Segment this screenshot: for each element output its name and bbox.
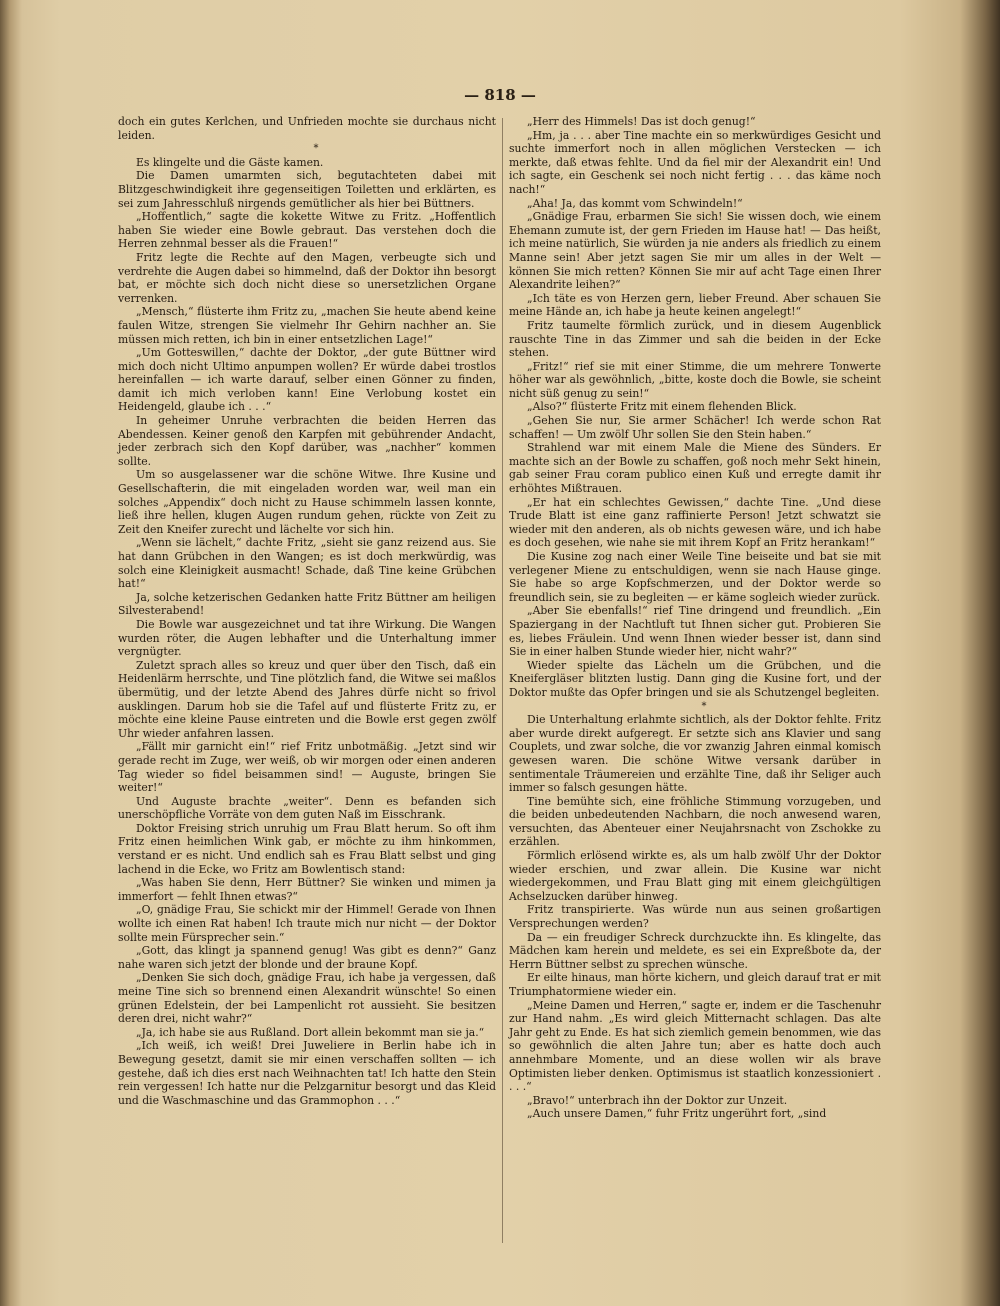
paragraph: „Auch unsere Damen,“ fuhr Fritz ungerührt fort, „sind xyxy=(527,1107,827,1121)
paragraph: „Ja, ich habe sie aus Rußland. Dort allein bekommt man sie ja.“ xyxy=(136,1025,485,1039)
paragraph: Die Unterhaltung erlahmte sichtlich, als der Doktor fehlte. Fritz aber wurde direkt aufgeregt. Er setzte sich ans Klavier und sang Couplets, und zwar solche, die vor zwanzig Jahren einmal komisch gewesen waren. Die schöne Witwe versank darüber in sentimentale Träumereien und erzählte Tine, daß ihr Seliger auch immer so falsch gesungen hätte. xyxy=(509,713,881,795)
paragraph: Förmlich erlösend wirkte es, als um halb zwölf Uhr der Doktor wieder erschien, und zwar allein. Die Kusine war nicht wiedergekommen, und Frau Blatt ging mit einem gleichgültigen Achselzucken darüber hinweg. xyxy=(509,849,881,903)
paragraph: Zuletzt sprach alles so kreuz und quer über den Tisch, daß ein Heidenlärm herrschte, und Tine plötzlich fand, die Witwe sei maßlos übermütig, und der letzte Abend des Jahres dürfe nicht so frivol ausklingen. Darum hob sie die Tafel auf und flüsterte Fritz zu, er möchte eine kleine Pause eintreten und die Bowle erst gegen zwölf Uhr wieder anfahren lassen. xyxy=(118,658,496,740)
paragraph: „Er hat ein schlechtes Gewissen,“ dachte Tine. „Und diese Trude Blatt ist eine ganz raffinierte Person! Jetzt schwatzt sie wieder mit den anderen, als ob nichts gewesen wäre, und ich habe es doch gesehen, wie nahe sie mit ihrem Kopf an Fritz herankam!“ xyxy=(509,495,881,550)
column-divider xyxy=(502,118,503,1243)
paragraph: „Gott, das klingt ja spannend genug! Was gibt es denn?“ Ganz nahe waren sich jetzt der blonde und der braune Kopf. xyxy=(118,944,496,971)
paragraph: Da — ein freudiger Schreck durchzuckte ihn. Es klingelte, das Mädchen kam herein und meldete, es sei ein Expreßbote da, der Herrn Büttner selbst zu sprechen wünsche. xyxy=(509,930,881,971)
paragraph: „Bravo!“ unterbrach ihn der Doktor zur Unzeit. xyxy=(527,1093,788,1107)
paragraph: „Wenn sie lächelt,“ dachte Fritz, „sieht sie ganz reizend aus. Sie hat dann Grübchen in den Wangen; es ist doch merkwürdig, was solch eine Kleinigkeit ausmacht! Schade, daß Tine keine Grübchen hat!“ xyxy=(118,536,496,591)
paragraph: „Mensch,“ flüsterte ihm Fritz zu, „machen Sie heute abend keine faulen Witze, strengen Sie vielmehr Ihr Gehirn nachher an. Sie müssen mich retten, ich bin in einer entsetzlichen Lage!“ xyxy=(118,305,496,346)
paragraph: Tine bemühte sich, eine fröhliche Stimmung vorzugeben, und die beiden unbedeutenden Nachbarn, die noch anwesend waren, versuchten, das Abenteuer einer Neujahrsnacht von Zschokke zu erzählen. xyxy=(509,794,881,849)
paragraph: Fritz transpirierte. Was würde nun aus seinen großartigen Versprechungen werden? xyxy=(509,903,881,931)
right-column xyxy=(509,115,881,1121)
paragraph: „Aber Sie ebenfalls!“ rief Tine dringend und freundlich. „Ein Spaziergang in der Nachtluft tut Ihnen sicher gut. Probieren Sie es, liebes Fräulein. Und wenn Ihnen wieder besser ist, dann sind Sie in einer halben Stunde wieder hier, nicht wahr?“ xyxy=(509,604,881,659)
paragraph: doch ein gutes Kerlchen, und Unfrieden mochte sie durchaus nicht leiden. xyxy=(118,115,496,142)
page-number: — 818 — xyxy=(464,86,536,104)
section-break: * xyxy=(313,143,319,155)
paragraph: Er eilte hinaus, man hörte kichern, und gleich darauf trat er mit Triumphatormiene wieder ein. xyxy=(509,971,881,998)
paragraph: „Hoffentlich,“ sagte die kokette Witwe zu Fritz. „Hoffentlich haben Sie wieder eine Bowle gebraut. Das verstehen doch die Herren zehnmal besser als die Frauen!“ xyxy=(118,210,496,251)
paragraph: In geheimer Unruhe verbrachten die beiden Herren das Abendessen. Keiner genoß den Karpfen mit gebührender Andacht, jeder zerbrach sich den Kopf darüber, was „nachher“ kommen sollte. xyxy=(118,414,496,468)
paragraph: „Was haben Sie denn, Herr Büttner? Sie winken und mimen ja immerfort — fehlt Ihnen etwas?“ xyxy=(118,876,496,903)
paragraph: „Fritz!“ rief sie mit einer Stimme, die um mehrere Tonwerte höher war als gewöhnlich, „bitte, koste doch die Bowle, sie scheint nicht süß genug zu sein!“ xyxy=(509,359,881,400)
paragraph: Um so ausgelassener war die schöne Witwe. Ihre Kusine und Gesellschafterin, die mit eingeladen worden war, weil man ein solches „Appendix“ doch nicht zu Hause schimmeln lassen konnte, ließ ihre hellen, klugen Augen rundum gehen, rückte von Zeit zu Zeit den Kneifer zurecht und lächelte vor sich hin. xyxy=(118,468,496,536)
paragraph: „Ich täte es von Herzen gern, lieber Freund. Aber schauen Sie meine Hände an, ich habe ja heute keinen angelegt!“ xyxy=(509,291,881,319)
paragraph: „Hm, ja . . . aber Tine machte ein so merkwürdiges Gesicht und suchte immerfort noch in allen möglichen Verstecken — ich merkte, daß etwas fehlte. Und da fiel mir der Alexandrit ein! Und ich sagte, ein Geschenk sei noch nicht fertig . . . das käme noch nach!“ xyxy=(509,128,881,196)
paragraph: „Herr des Himmels! Das ist doch genug!“ xyxy=(527,115,756,128)
paragraph: Die Kusine zog nach einer Weile Tine beiseite und bat sie mit verlegener Miene zu entschuldigen, wenn sie nach Hause ginge. Sie habe so arge Kopfschmerzen, und der Doktor werde so freundlich sein, sie zu begleiten — er käme sogleich wieder zurück. xyxy=(509,550,881,604)
paragraph: Die Damen umarmten sich, begutachteten dabei mit Blitzgeschwindigkeit ihre gegenseitigen Toiletten und erklärten, es sei zum Jahresschluß nirgends gemütlicher als hier bei Büttners. xyxy=(118,169,496,210)
paragraph: „Gnädige Frau, erbarmen Sie sich! Sie wissen doch, wie einem Ehemann zumute ist, der gern Frieden im Hause hat! — Das heißt, ich meine natürlich, Sie würden ja nie anders als friedlich zu einem Manne sein! Aber jetzt sagen Sie mir um alles in der Welt — können Sie mich retten? Können Sie mir auf acht Tage einen Ihrer Alexandrite leihen?“ xyxy=(509,210,881,292)
section-break: * xyxy=(701,700,707,712)
paragraph: Ja, solche ketzerischen Gedanken hatte Fritz Büttner am heiligen Silvesterabend! xyxy=(118,590,496,618)
paragraph: Wieder spielte das Lächeln um die Grübchen, und die Kneifergläser blitzten lustig. Dann ging die Kusine fort, und der Doktor mußte das Opfer bringen und sie als Schutzengel begleiten. xyxy=(509,658,881,699)
paragraph: Fritz taumelte förmlich zurück, und in diesem Augenblick rauschte Tine in das Zimmer und sah die beiden in der Ecke stehen. xyxy=(509,318,881,360)
paragraph: Die Bowle war ausgezeichnet und tat ihre Wirkung. Die Wangen wurden röter, die Augen lebhafter und die Unterhaltung immer vergnügter. xyxy=(118,617,496,659)
paragraph: „Ich weiß, ich weiß! Drei Juweliere in Berlin habe ich in Bewegung gesetzt, damit sie mir einen verschaffen sollten — ich gestehe, daß ich dies erst nach Weihnachten tat! Ich hatte den Stein rein vergessen! Ich hatte nur die Pelzgarnitur besorgt und das Kleid und die Waschmaschine und das Grammophon . . .“ xyxy=(118,1039,496,1107)
paragraph: Doktor Freising strich unruhig um Frau Blatt herum. So oft ihm Fritz einen heimlichen Wink gab, er möchte zu ihm hinkommen, verstand er es nicht. Und endlich sah es Frau Blatt selbst und ging lachend in die Ecke, wo Fritz am Bowlentisch stand: xyxy=(118,821,496,876)
paragraph: „Gehen Sie nur, Sie armer Schächer! Ich werde schon Rat schaffen! — Um zwölf Uhr sollen Sie den Stein haben.“ xyxy=(509,414,881,441)
paragraph: „Aha! Ja, das kommt vom Schwindeln!“ xyxy=(527,196,743,210)
paragraph: „O, gnädige Frau, Sie schickt mir der Himmel! Gerade von Ihnen wollte ich einen Rat haben! Ich traute mich nur nicht — der Doktor sollte mein Fürsprecher sein.“ xyxy=(118,903,496,944)
paragraph: Und Auguste brachte „weiter“. Denn es befanden sich unerschöpfliche Vorräte von dem guten Naß im Eisschrank. xyxy=(118,794,496,822)
paragraph: „Fällt mir garnicht ein!“ rief Fritz unbotmäßig. „Jetzt sind wir gerade recht im Zuge, wer weiß, ob wir morgen oder einen anderen Tag wieder so fidel beisammen sind! — Auguste, bringen Sie weiter!“ xyxy=(118,740,496,795)
paragraph: Strahlend war mit einem Male die Miene des Sünders. Er machte sich an der Bowle zu schaffen, goß noch mehr Sekt hinein, gab seiner Frau coram publico einen Kuß und erregte damit ihr erhöhtes Mißtrauen. xyxy=(509,441,881,496)
paragraph: Es klingelte und die Gäste kamen. xyxy=(136,155,324,169)
paragraph: „Denken Sie sich doch, gnädige Frau, ich habe ja vergessen, daß meine Tine sich so brennend einen Alexandrit wünschte! So einen grünen Edelstein, der bei Lampenlicht rot aussieht. Sie besitzen deren drei, nicht wahr?“ xyxy=(118,971,496,1026)
paragraph: „Meine Damen und Herren,“ sagte er, indem er die Taschenuhr zur Hand nahm. „Es wird gleich Mitternacht schlagen. Das alte Jahr geht zu Ende. Es hat sich ziemlich gemein benommen, wie das so gewöhnlich die alten Jahre tun; aber es hatte doch auch annehmbare Momente, und an diese wollen wir als brave Optimisten lieber denken. Optimismus ist staatlich konzessioniert . . . .“ xyxy=(509,998,881,1094)
paragraph: Fritz legte die Rechte auf den Magen, verbeugte sich und verdrehte die Augen dabei so himmelnd, daß der Doktor ihn besorgt bat, er möchte sich doch nicht diese so unersetzlichen Organe verrenken. xyxy=(118,250,496,305)
paragraph: „Also?“ flüsterte Fritz mit einem flehenden Blick. xyxy=(527,400,797,414)
paragraph: „Um Gotteswillen,“ dachte der Doktor, „der gute Büttner wird mich doch nicht Ultimo anpumpen wollen? Er würde dabei trostlos hereinfallen — ich warte darauf, selber einen Gönner zu finden, damit ich mich verloben kann! Eine Verlobung kostet ein Heidengeld, glaube ich . . .“ xyxy=(118,346,496,414)
left-column xyxy=(118,115,496,1107)
